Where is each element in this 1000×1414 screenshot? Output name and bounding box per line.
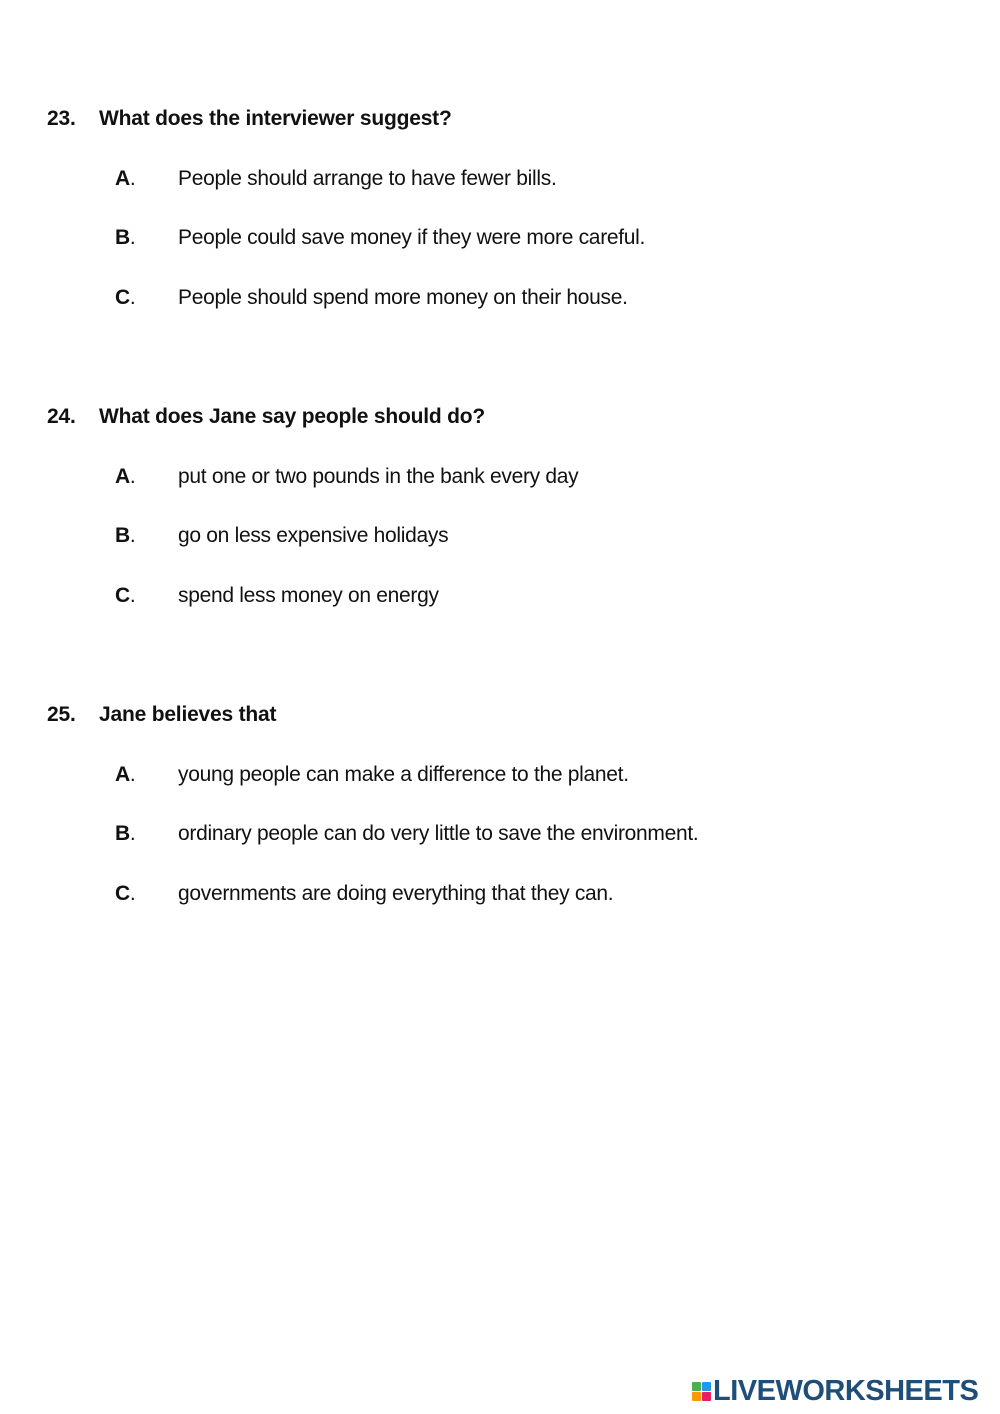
- question-heading: [47, 703, 276, 733]
- option-letter: C.: [115, 584, 136, 607]
- logo-square: [692, 1392, 701, 1401]
- option-c[interactable]: [115, 882, 613, 912]
- question-prompt: Jane believes that: [99, 703, 277, 726]
- option-c[interactable]: [115, 584, 439, 614]
- question-heading: [47, 107, 452, 137]
- option-text: put one or two pounds in the bank every day: [178, 465, 579, 488]
- option-text: ordinary people can do very little to save the environment.: [178, 822, 699, 845]
- logo-square: [702, 1382, 711, 1391]
- option-letter: C.: [115, 882, 136, 905]
- logo-square: [692, 1382, 701, 1391]
- option-text: People could save money if they were more careful.: [178, 226, 646, 249]
- logo-text: LIVEWORKSHEETS: [713, 1374, 979, 1407]
- option-text: People should spend more money on their house.: [178, 286, 628, 309]
- option-text: go on less expensive holidays: [178, 524, 449, 547]
- logo-squares-icon: [692, 1382, 711, 1401]
- question-number: 24.: [47, 405, 76, 428]
- option-b[interactable]: [115, 524, 448, 554]
- option-b[interactable]: [115, 822, 698, 852]
- option-a[interactable]: [115, 167, 556, 197]
- question-heading: [47, 405, 485, 435]
- option-letter: A.: [115, 167, 136, 190]
- question-prompt: What does the interviewer suggest?: [99, 107, 452, 130]
- option-letter: A.: [115, 465, 136, 488]
- option-a[interactable]: [115, 465, 578, 495]
- option-letter: B.: [115, 226, 136, 249]
- question-number: 23.: [47, 107, 76, 130]
- option-letter: C.: [115, 286, 136, 309]
- option-text: spend less money on energy: [178, 584, 439, 607]
- option-text: People should arrange to have fewer bills.: [178, 167, 557, 190]
- logo-square: [702, 1392, 711, 1401]
- option-letter: A.: [115, 763, 136, 786]
- option-letter: B.: [115, 524, 136, 547]
- question-number: 25.: [47, 703, 76, 726]
- option-a[interactable]: [115, 763, 629, 793]
- question-prompt: What does Jane say people should do?: [99, 405, 486, 428]
- option-text: governments are doing everything that they can.: [178, 882, 614, 905]
- option-text: young people can make a difference to the planet.: [178, 763, 629, 786]
- liveworksheets-logo: [692, 1373, 978, 1409]
- option-c[interactable]: [115, 286, 628, 316]
- option-letter: B.: [115, 822, 136, 845]
- option-b[interactable]: [115, 226, 645, 256]
